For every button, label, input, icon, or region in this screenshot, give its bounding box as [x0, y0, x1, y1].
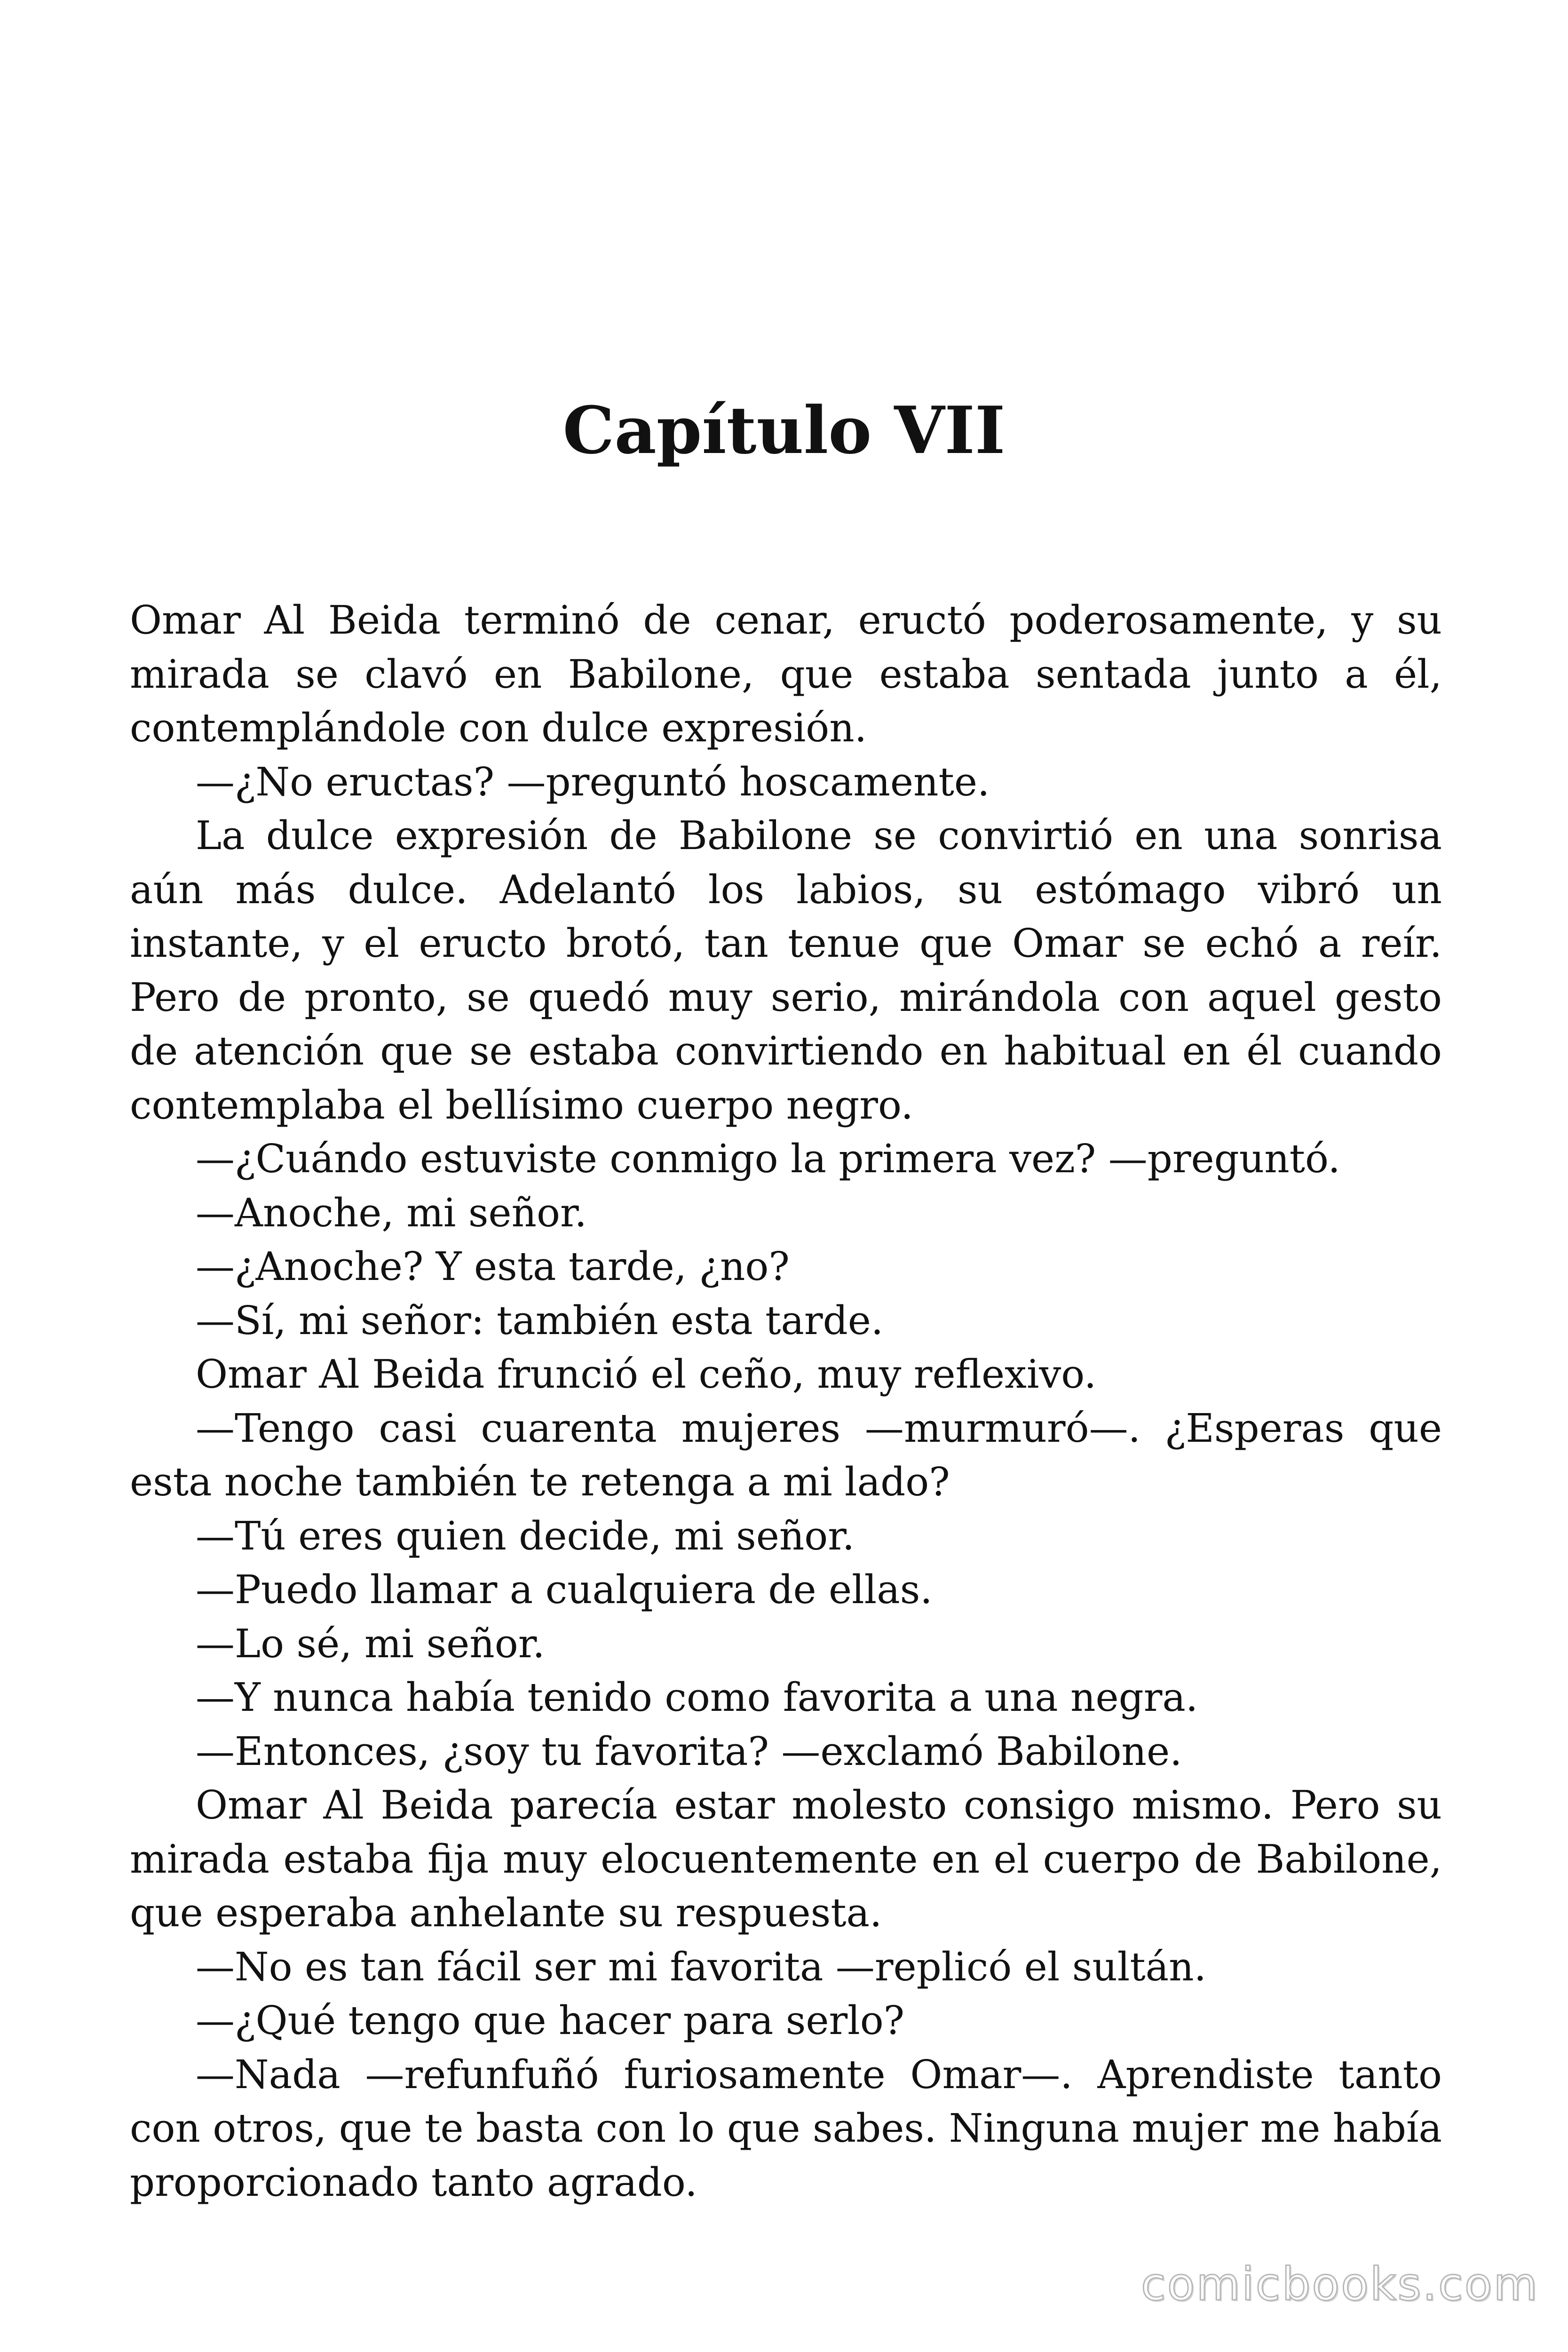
paragraph: —Nada —refunfuñó furiosamente Omar—. Aprendiste tanto con otros, que te basta con lo que sabes. Ninguna mujer me había proporcionado tanto agrado. [130, 2051, 1442, 2205]
paragraph: Omar Al Beida terminó de cenar, eructó poderosamente, y su mirada se clavó en Babilone, que estaba sentada junto a él, contemplándole con dulce expresión. [130, 597, 1442, 751]
paragraph: —Sí, mi señor: también esta tarde. [196, 1297, 884, 1343]
paragraph: —Y nunca había tenido como favorita a una negra. [196, 1675, 1198, 1720]
paragraph: —Tengo casi cuarenta mujeres —murmuró—. ¿Esperas que esta noche también te retenga a mi lado? [130, 1405, 1442, 1505]
paragraph: Omar Al Beida parecía estar molesto consigo mismo. Pero su mirada estaba fija muy elocuentemente en el cuerpo de Babilone, que esperaba anhelante su respuesta. [130, 1782, 1442, 1936]
paragraph: —Tú eres quien decide, mi señor. [196, 1513, 855, 1559]
chapter-body [130, 594, 1442, 2209]
chapter-title: Capítulo VII [562, 392, 1006, 469]
paragraph: —No es tan fácil ser mi favorita —replicó el sultán. [196, 1944, 1207, 1990]
paragraph: —Puedo llamar a cualquiera de ellas. [196, 1567, 933, 1613]
paragraph: —Entonces, ¿soy tu favorita? —exclamó Babilone. [196, 1728, 1182, 1774]
paragraph: Omar Al Beida frunció el ceño, muy reflexivo. [196, 1351, 1097, 1397]
watermark: comicbooks.com [1140, 2258, 1539, 2311]
paragraph: —Anoche, mi señor. [196, 1190, 587, 1236]
paragraph: —¿Anoche? Y esta tarde, ¿no? [196, 1244, 790, 1289]
paragraph: —Lo sé, mi señor. [196, 1621, 545, 1667]
paragraph: —¿No eructas? —preguntó hoscamente. [196, 759, 990, 805]
paragraph: La dulce expresión de Babilone se convirtió en una sonrisa aún más dulce. Adelantó los labios, su estómago vibró un instante, y el eructo brotó, tan tenue que Omar se echó a reír. Pero de pronto, se quedó muy serio, mirándola con aquel gesto de atención que se estaba convirtiendo en habitual en él cuando contemplaba el bellísimo cuerpo negro. [130, 813, 1442, 1128]
paragraph: —¿Qué tengo que hacer para serlo? [196, 1998, 905, 2043]
paragraph: —¿Cuándo estuviste conmigo la primera vez? —preguntó. [196, 1136, 1340, 1182]
